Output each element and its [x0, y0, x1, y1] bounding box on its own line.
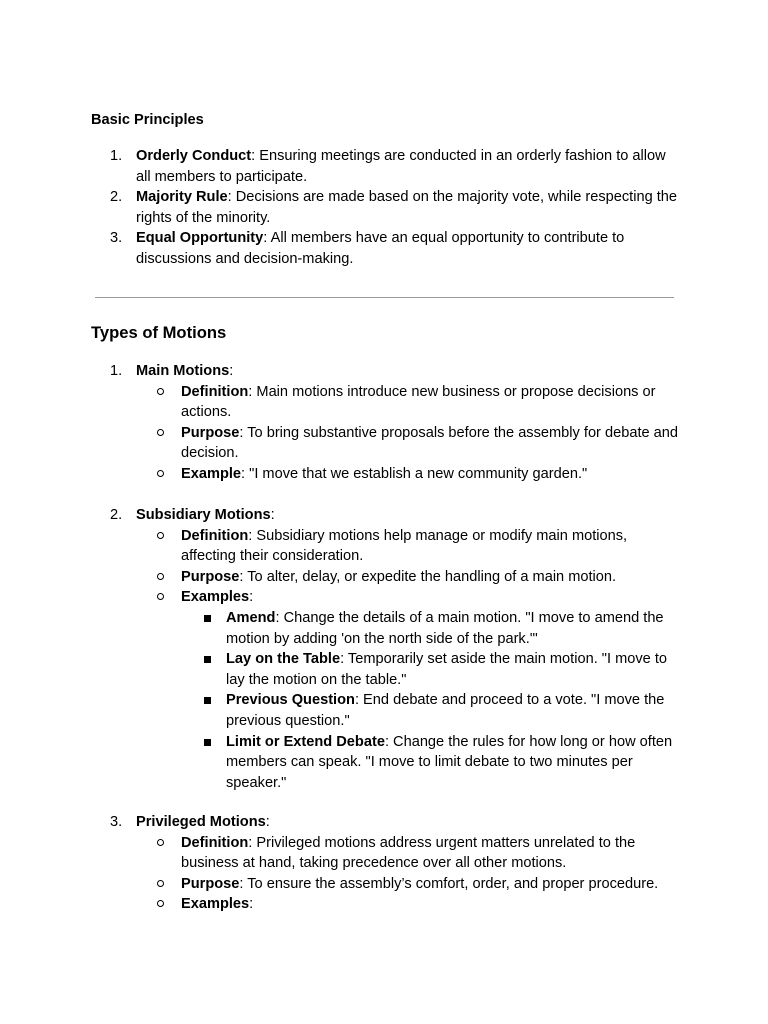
list-item [0, 382, 681, 423]
term: Previous Question [226, 692, 355, 709]
item-text: : Privileged motions address urgent matters unrelated to the business at hand, taking precedence over all other motions. [181, 834, 636, 872]
list-number: 2. [110, 507, 123, 523]
types-of-motions-heading: Types of Motions [91, 323, 227, 342]
list-item [0, 361, 681, 382]
list-item [0, 833, 681, 874]
list-item [0, 874, 681, 895]
colon: : [270, 507, 275, 523]
item-text: : Change the details of a main motion. "I move to amend the motion by adding 'on the north side of the park.'" [226, 609, 664, 647]
subsidiary-motions-section [0, 505, 768, 793]
basic-principles-list [0, 146, 768, 270]
list-number: 3. [110, 230, 123, 247]
hollow-circle-bullet-icon [157, 388, 164, 395]
term: Definition [181, 383, 249, 400]
term: Purpose [181, 568, 240, 585]
term: Amend [226, 609, 276, 626]
list-item [0, 587, 681, 608]
list-item [0, 423, 681, 464]
list-number: 1. [110, 148, 123, 164]
term: Definition [181, 834, 249, 851]
item-text: : Main motions introduce new business or propose decisions or actions. [181, 383, 656, 421]
hollow-circle-bullet-icon [157, 573, 164, 580]
colon: : [229, 363, 234, 379]
list-item [0, 812, 681, 833]
term: Example [181, 465, 242, 482]
list-item [0, 228, 681, 269]
horizontal-divider [95, 297, 674, 298]
section-title: Main Motions [136, 363, 230, 379]
item-text: : Subsidiary motions help manage or modify main motions, affecting their consideration. [181, 527, 628, 565]
hollow-circle-bullet-icon [157, 593, 164, 600]
item-text: : [249, 589, 254, 606]
basic-principles-heading: Basic Principles [91, 112, 204, 128]
list-item [0, 690, 681, 731]
square-bullet-icon [204, 697, 211, 704]
hollow-circle-bullet-icon [157, 532, 164, 539]
list-number: 2. [110, 189, 123, 206]
item-text: : End debate and proceed to a vote. "I move the previous question." [226, 692, 665, 729]
item-text: : To ensure the assembly’s comfort, order, and proper procedure. [239, 875, 659, 892]
list-number: 1. [110, 363, 123, 379]
item-text: : Ensuring meetings are conducted in an orderly fashion to allow all members to participate. [136, 148, 666, 185]
item-text: : "I move that we establish a new community garden." [241, 465, 588, 482]
main-motions-section [0, 361, 768, 485]
list-item [0, 894, 681, 915]
term: Limit or Extend Debate [226, 733, 385, 750]
item-text: : Decisions are made based on the majority vote, while respecting the rights of the minority. [136, 189, 678, 226]
term: Equal Opportunity [136, 230, 264, 247]
term: Purpose [181, 875, 240, 892]
item-text: : All members have an equal opportunity to contribute to discussions and decision-making. [136, 230, 625, 267]
list-item [0, 567, 681, 588]
list-item [0, 649, 681, 690]
colon: : [265, 814, 270, 830]
square-bullet-icon [204, 739, 211, 746]
term: Definition [181, 527, 249, 544]
term: Lay on the Table [226, 651, 341, 668]
privileged-motions-section [0, 812, 768, 915]
list-item [0, 505, 681, 526]
list-item [0, 732, 681, 794]
hollow-circle-bullet-icon [157, 470, 164, 477]
square-bullet-icon [204, 656, 211, 663]
list-item [0, 526, 681, 567]
list-item [0, 464, 681, 485]
term: Majority Rule [136, 189, 228, 206]
list-number: 3. [110, 814, 123, 830]
hollow-circle-bullet-icon [157, 900, 164, 907]
item-text: : [249, 896, 254, 913]
section-title: Privileged Motions [136, 814, 266, 830]
square-bullet-icon [204, 615, 211, 622]
item-text: : Change the rules for how long or how often members can speak. "I move to limit debate to two minutes per speaker." [226, 733, 673, 791]
item-text: : To alter, delay, or expedite the handling of a main motion. [239, 568, 617, 585]
term: Purpose [181, 424, 240, 441]
term: Orderly Conduct [136, 148, 252, 164]
term: Examples [181, 896, 250, 913]
list-item [0, 146, 681, 187]
item-text: : Temporarily set aside the main motion. "I move to lay the motion on the table." [226, 651, 668, 688]
hollow-circle-bullet-icon [157, 429, 164, 436]
list-item [0, 187, 681, 228]
hollow-circle-bullet-icon [157, 839, 164, 846]
list-item [0, 608, 681, 649]
item-text: : To bring substantive proposals before the assembly for debate and decision. [181, 424, 679, 462]
section-title: Subsidiary Motions [136, 507, 271, 523]
term: Examples [181, 589, 250, 606]
hollow-circle-bullet-icon [157, 880, 164, 887]
